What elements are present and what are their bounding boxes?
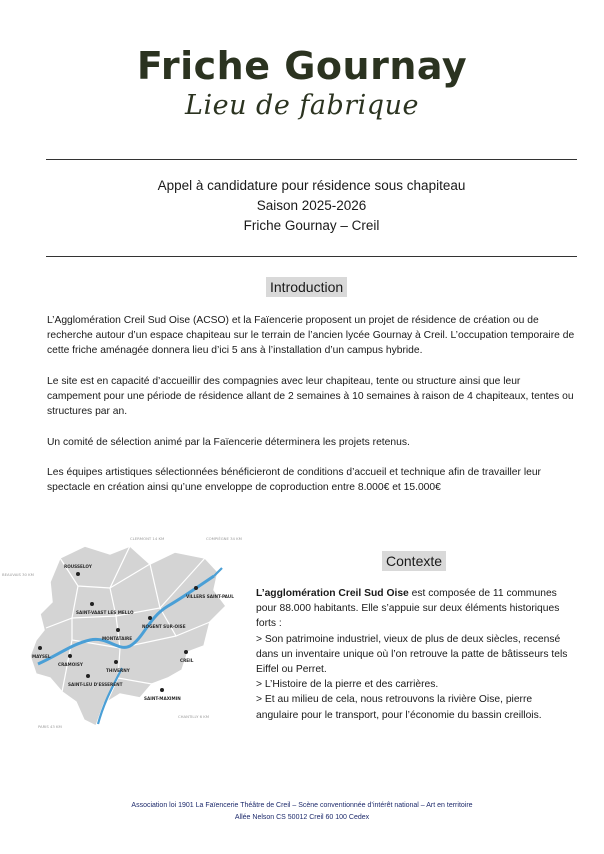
intro-paragraph: Le site est en capacité d’accueillir des compagnies avec leur chapiteau, tente ou structure ainsi que leur campement pour une période de résidence allant de 2 semaines à 10 semaines à raison de 4 chapiteaux, tentes ou structures par an. [47,375,574,418]
map-label: CREIL [180,658,194,663]
intro-paragraph: Les équipes artistiques sélectionnées bénéficieront de conditions d’accueil et technique afin de travailler leur spectacle en création ainsi qu’une enveloppe de coproduction entre 8.000€ et 15.000€ [47,466,541,494]
map-label: MONTATAIRE [102,636,133,641]
map-label: MAYSEL [32,654,51,659]
map-label: SAINT-LEU D'ESSERENT [68,682,123,687]
marker-rousseloy [76,572,80,576]
contexte-lead [256,586,576,632]
map-outer-label: CHANTILLY 6 KM [178,714,210,719]
marker-villers [194,586,198,590]
contexte-bullet: > L’Histoire de la pierre et des carrières. [256,679,439,691]
contexte-lead-rest: est composée de 11 communes pour 88.000 habitants. Elle s’appuie sur deux éléments historiques forts : [256,588,560,630]
contexte-heading: Contexte [382,551,446,571]
intro-paragraph: Un comité de sélection animé par la Faïencerie déterminera les projets retenus. [47,436,410,448]
marker-thiverny [114,660,118,664]
map-outer-label: COMPIÈGNE 34 KM [206,536,242,541]
marker-cramoisy [68,654,72,658]
logo-subtitle: Lieu de fabrique [185,90,419,121]
contexte-bullet: > Et au milieu de cela, nous retrouvons la rivière Oise, pierre angulaire pour le transport, pour l’économie du bassin creillois. [256,694,542,721]
divider-top [46,159,577,160]
introduction-heading: Introduction [266,277,347,297]
agglomeration-map [0,528,250,738]
marker-nogent [148,616,152,620]
marker-saint-leu [86,674,90,678]
introduction-body [47,313,577,511]
contexte-lead-bold: L’agglomération Creil Sud Oise [256,588,409,599]
map-label: CRAMOISY [58,662,83,667]
marker-maysel [38,646,42,650]
map-label: SAINT-VAAST LES MELLO [76,610,134,615]
map-label: THIVERNY [106,668,130,673]
map-outer-label: CLERMONT 14 KM [130,536,165,541]
call-season: Saison 2025-2026 [256,198,367,213]
contexte-bullet: > Son patrimoine industriel, vieux de plus de deux siècles, recensé dans un inventaire unique où l’on retrouve la patte de bâtisseurs tels Eiffel ou Perret. [256,633,568,676]
map-label: SAINT-MAXIMIN [144,696,181,701]
map-label: VILLERS SAINT-PAUL [186,594,234,599]
marker-creil [184,650,188,654]
map-outer-label: PARIS 43 KM [38,724,62,729]
call-title: Appel à candidature pour résidence sous chapiteau [157,178,466,193]
map-outer-label: BEAUVAIS 30 KM [2,572,34,577]
footer-line: Association loi 1901 La Faïencerie Théâtre de Creil – Scène conventionnée d’intérêt national – Art en territoire [131,802,473,809]
contexte-body [256,586,576,723]
marker-saint-maximin [160,688,164,692]
call-place: Friche Gournay – Creil [243,218,380,233]
marker-montataire [116,628,120,632]
marker-saint-vaast [90,602,94,606]
map-label: NOGENT SUR-OISE [142,624,186,629]
footer [0,800,604,824]
logo-title: Friche Gournay [136,44,468,88]
footer-address: Allée Nelson CS 50012 Creil 60 100 Cedex [234,814,370,821]
call-title-block [46,176,577,236]
intro-paragraph: L’Agglomération Creil Sud Oise (ACSO) et la Faïencerie proposent un projet de résidence de création ou de recherche autour d’un espace chapiteau sur le terrain de l’ancien lycée Gournay à Creil. L’occupation temporaire de cette friche aménagée donnera lieu d’ici 5 ans à l’installation d’un campus hybride. [47,315,575,357]
divider-bottom [46,256,577,257]
map-label: ROUSSELOY [64,564,92,569]
